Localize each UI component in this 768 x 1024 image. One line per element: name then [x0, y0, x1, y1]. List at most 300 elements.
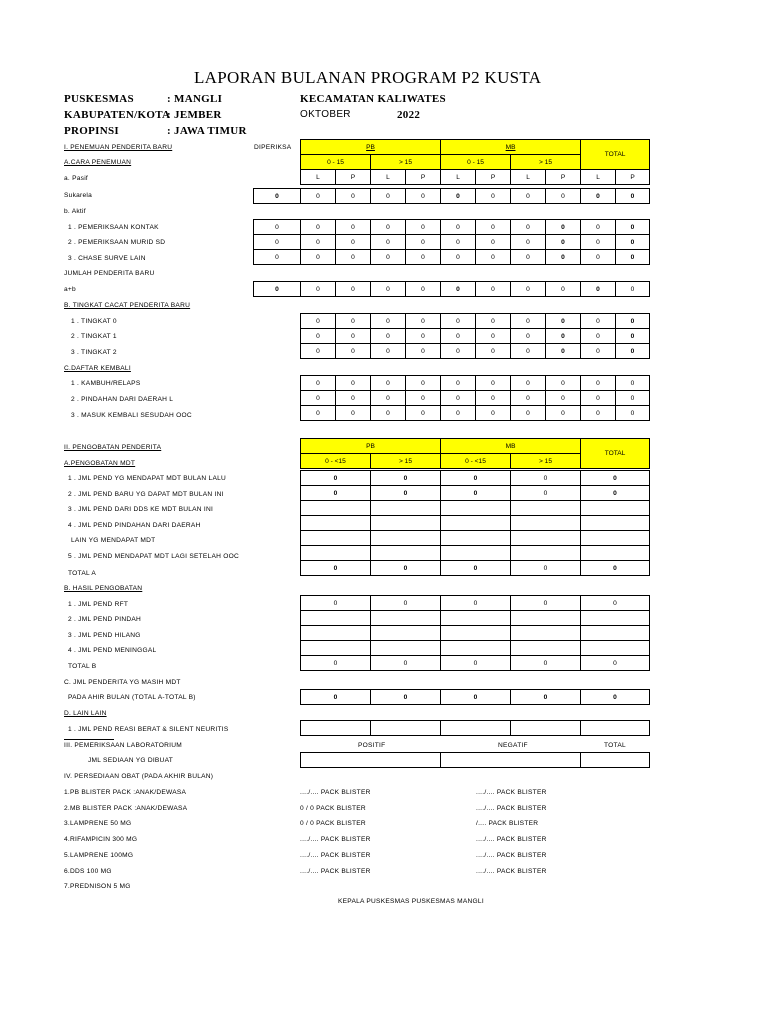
- s2-pb-header: PB: [301, 439, 441, 454]
- obat-stock-a: ..../.... PACK BLISTER: [300, 851, 371, 859]
- lp-cell: P: [546, 170, 581, 185]
- kontak-label: 1 . PEMERIKSAAN KONTAK: [68, 224, 159, 231]
- table-cell: 0: [371, 690, 441, 705]
- table-cell: [371, 611, 441, 626]
- s2-mb-age1: 0 - <15: [441, 454, 511, 469]
- table-cell: 0: [546, 250, 581, 265]
- table-cell: 0: [336, 329, 371, 344]
- table-cell: 0: [301, 561, 371, 576]
- table-cell: 0: [301, 486, 371, 501]
- table-cell: 0: [301, 250, 336, 265]
- table-cell: 0: [406, 329, 441, 344]
- lp-cell: L: [441, 170, 476, 185]
- table-cell: 0: [616, 189, 650, 204]
- table-cell: 0: [336, 235, 371, 250]
- section3-title: III. PEMERIKSAAN LABORATORIUM: [64, 742, 183, 749]
- table-cell: 0: [476, 391, 511, 406]
- table-cell: 0: [441, 391, 476, 406]
- table-cell: 0: [476, 282, 511, 297]
- table-cell: 0: [301, 329, 336, 344]
- table-cell: 0: [441, 282, 476, 297]
- table-cell: 0: [511, 344, 546, 359]
- ab-label: a+b: [64, 286, 76, 293]
- table-cell: 0: [581, 314, 616, 329]
- mdt-table: [300, 470, 650, 576]
- table-cell: [581, 531, 650, 546]
- table-cell: 0: [546, 376, 581, 391]
- mb-header: MB: [441, 140, 581, 155]
- table-cell: [371, 501, 441, 516]
- table-row: [254, 250, 650, 265]
- cara-penemuan-title: A.CARA PENEMUAN: [64, 159, 132, 166]
- masih-mdt-table: [300, 689, 650, 705]
- total-a-label: TOTAL A: [68, 570, 97, 577]
- table-cell: 0: [511, 250, 546, 265]
- pindahan-label: 2 . PINDAHAN DARI DAERAH L: [71, 396, 174, 403]
- table-cell: 0: [336, 344, 371, 359]
- table-cell: 0: [301, 282, 336, 297]
- table-cell: 0: [371, 344, 406, 359]
- section2-title: II. PENGOBATAN PENDERITA: [64, 444, 162, 451]
- table-cell: 0: [616, 391, 650, 406]
- table-row: [254, 282, 650, 297]
- mdt-row3-label: 3 . JML PEND DARI DDS KE MDT BULAN INI: [68, 506, 214, 513]
- table-cell: [511, 721, 581, 736]
- lp-cell: P: [476, 170, 511, 185]
- table-cell: 0: [511, 376, 546, 391]
- table-cell: 0: [406, 235, 441, 250]
- table-cell: 0: [511, 471, 581, 486]
- table-cell: 0: [511, 220, 546, 235]
- mb-age2: > 15: [511, 155, 581, 170]
- table-cell: 0: [581, 690, 650, 705]
- lab-total-label: TOTAL: [604, 742, 626, 749]
- masih-mdt-title: C. JML PENDERITA YG MASIH MDT: [64, 679, 181, 686]
- table-cell: 0: [511, 561, 581, 576]
- total-b-label: TOTAL B: [68, 663, 97, 670]
- lab-positif-cell: [301, 753, 441, 768]
- table-cell: 0: [301, 235, 336, 250]
- table-cell: 0: [441, 561, 511, 576]
- s2-mb-age2: > 15: [511, 454, 581, 469]
- meninggal-label: 4 . JML PEND MENINGGAL: [68, 647, 157, 654]
- table-cell: 0: [301, 406, 336, 421]
- obat-stock-b: ..../.... PACK BLISTER: [476, 851, 547, 859]
- murid-label: 2 . PEMERIKSAAN MURID SD: [68, 239, 166, 246]
- table-cell: 0: [336, 189, 371, 204]
- jumlah-table: [253, 281, 650, 297]
- table-cell: 0: [511, 406, 546, 421]
- table-cell: 0: [371, 406, 406, 421]
- table-cell: [511, 501, 581, 516]
- table-cell: 0: [371, 314, 406, 329]
- table-cell: [511, 641, 581, 656]
- tahun: 2022: [397, 109, 421, 121]
- chase-label: 3 . CHASE SURVE LAIN: [68, 255, 146, 262]
- table-cell: 0: [616, 282, 650, 297]
- table-cell: 0: [616, 329, 650, 344]
- table-row: [254, 235, 650, 250]
- table-cell: 0: [371, 235, 406, 250]
- lain-lain-title: D. LAIN LAIN: [64, 710, 107, 717]
- lp-cell: L: [301, 170, 336, 185]
- s2-pb-age1: 0 - <15: [301, 454, 371, 469]
- table-cell: 0: [336, 406, 371, 421]
- lp-cell: P: [616, 170, 650, 185]
- obat-stock-b: ..../.... PACK BLISTER: [476, 789, 547, 796]
- table-cell: 0: [371, 561, 441, 576]
- table-cell: 0: [581, 561, 650, 576]
- table-cell: 0: [336, 250, 371, 265]
- table-cell: 0: [546, 282, 581, 297]
- table-cell: 0: [254, 250, 301, 265]
- table-cell: 0: [371, 329, 406, 344]
- hasil-pengobatan-title: B. HASIL PENGOBATAN: [64, 585, 143, 592]
- mdt-row2-label: 2 . JML PEND BARU YG DAPAT MDT BULAN INI: [68, 491, 224, 498]
- table-cell: 0: [406, 189, 441, 204]
- positif-label: POSITIF: [358, 742, 386, 749]
- table-row: [301, 641, 650, 656]
- table-cell: 0: [301, 344, 336, 359]
- lab-total-cell: [581, 753, 650, 768]
- table-cell: [511, 626, 581, 641]
- table-cell: 0: [441, 471, 511, 486]
- table-cell: 0: [441, 189, 476, 204]
- puskesmas-label: PUSKESMAS: [64, 93, 134, 105]
- obat-stock-b: /.... PACK BLISTER: [476, 820, 539, 828]
- table-cell: [371, 546, 441, 561]
- table-cell: 0: [581, 376, 616, 391]
- pb-age1: 0 - 15: [301, 155, 371, 170]
- table-cell: [371, 721, 441, 736]
- jumlah-label: JUMLAH PENDERITA BARU: [64, 270, 155, 277]
- table-cell: 0: [336, 376, 371, 391]
- table-cell: 0: [254, 235, 301, 250]
- table-cell: 0: [371, 376, 406, 391]
- table-cell: 0: [511, 391, 546, 406]
- table-cell: 0: [371, 220, 406, 235]
- table-cell: 0: [581, 406, 616, 421]
- table-cell: 0: [441, 656, 511, 671]
- table-cell: 0: [406, 406, 441, 421]
- table-cell: [441, 611, 511, 626]
- table-cell: 0: [441, 329, 476, 344]
- table-cell: [301, 501, 371, 516]
- bulan: OKTOBER: [300, 109, 351, 120]
- table-row: [301, 344, 650, 359]
- pb-header: PB: [301, 140, 441, 155]
- table-cell: [581, 641, 650, 656]
- table-cell: 0: [616, 235, 650, 250]
- table-row: [301, 486, 650, 501]
- mdt-row4b-label: LAIN YG MENDAPAT MDT: [71, 537, 156, 544]
- table-cell: 0: [336, 220, 371, 235]
- lp-cell: P: [336, 170, 371, 185]
- table-cell: [441, 546, 511, 561]
- table-row: [254, 189, 650, 204]
- table-cell: 0: [336, 314, 371, 329]
- sediaan-label: JML SEDIAAN YG DIBUAT: [88, 757, 174, 764]
- lp-cell: P: [406, 170, 441, 185]
- table-cell: 0: [441, 250, 476, 265]
- tingkat-cacat-title: B. TINGKAT CACAT PENDERITA BARU: [64, 302, 191, 309]
- table-cell: 0: [581, 282, 616, 297]
- table-cell: 0: [616, 376, 650, 391]
- table-cell: [371, 626, 441, 641]
- table-row: [301, 314, 650, 329]
- obat-stock-a: 0 / 0 PACK BLISTER: [300, 804, 366, 812]
- lab-negatif-cell: [441, 753, 581, 768]
- lp-cell: L: [371, 170, 406, 185]
- obat-stock-b: ..../.... PACK BLISTER: [476, 836, 547, 844]
- obat-stock-a: 0 / 0 PACK BLISTER: [300, 820, 366, 828]
- table-cell: [301, 516, 371, 531]
- section4-title: IV. PERSEDIAAN OBAT (PADA AKHIR BULAN): [64, 773, 214, 780]
- table-row: [301, 611, 650, 626]
- table-cell: 0: [546, 406, 581, 421]
- table-cell: 0: [254, 189, 301, 204]
- table-cell: [441, 626, 511, 641]
- table-cell: [371, 531, 441, 546]
- tingkat2-label: 3 . TINGKAT 2: [71, 349, 117, 356]
- table-cell: 0: [406, 376, 441, 391]
- table-cell: 0: [371, 250, 406, 265]
- table-cell: 0: [476, 406, 511, 421]
- table-cell: [581, 516, 650, 531]
- table-cell: 0: [581, 596, 650, 611]
- masuk-kembali-label: 3 . MASUK KEMBALI SESUDAH OOC: [71, 412, 192, 419]
- table-cell: 0: [476, 329, 511, 344]
- table-cell: [441, 641, 511, 656]
- lp-cell: L: [581, 170, 616, 185]
- table-row: [301, 329, 650, 344]
- table-cell: 0: [301, 596, 371, 611]
- table-cell: 0: [441, 596, 511, 611]
- lp-cell: L: [511, 170, 546, 185]
- table-cell: 0: [616, 314, 650, 329]
- table-cell: [581, 501, 650, 516]
- table-cell: 0: [441, 235, 476, 250]
- masih-mdt-sub: PADA AHIR BULAN (TOTAL A-TOTAL B): [68, 694, 196, 701]
- table-row: [301, 546, 650, 561]
- page-title: LAPORAN BULANAN PROGRAM P2 KUSTA: [194, 68, 542, 87]
- obat-label: 6.DDS 100 MG: [64, 867, 112, 875]
- sukarela-table: [253, 188, 650, 204]
- kambuh-label: 1 . KAMBUH/RELAPS: [71, 380, 141, 387]
- table-cell: 0: [441, 220, 476, 235]
- table-cell: 0: [511, 189, 546, 204]
- table-cell: 0: [476, 220, 511, 235]
- table-cell: 0: [441, 486, 511, 501]
- table-cell: 0: [546, 344, 581, 359]
- total-header: TOTAL: [581, 140, 650, 170]
- table-row: [301, 561, 650, 576]
- obat-label: 4.RIFAMPICIN 300 MG: [64, 836, 138, 844]
- lp-row: [301, 170, 650, 185]
- table-cell: 0: [476, 344, 511, 359]
- table-cell: [581, 721, 650, 736]
- table-cell: 0: [406, 314, 441, 329]
- table-cell: 0: [546, 329, 581, 344]
- table-cell: [441, 516, 511, 531]
- kabupaten-label: KABUPATEN/KOTA: [64, 109, 171, 121]
- table-cell: 0: [371, 596, 441, 611]
- obat-label: 3.LAMPRENE 50 MG: [64, 820, 132, 828]
- table-cell: 0: [616, 344, 650, 359]
- table-cell: [371, 516, 441, 531]
- table-cell: [371, 641, 441, 656]
- table-cell: 0: [511, 235, 546, 250]
- s2-pb-age2: > 15: [371, 454, 441, 469]
- obat-stock-b: ..../.... PACK BLISTER: [476, 804, 547, 812]
- table-cell: [581, 611, 650, 626]
- table-cell: 0: [371, 486, 441, 501]
- table-row: [301, 531, 650, 546]
- table-cell: 0: [546, 220, 581, 235]
- table-row: [301, 501, 650, 516]
- table-cell: 0: [546, 391, 581, 406]
- table-cell: 0: [254, 220, 301, 235]
- mdt-row1-label: 1 . JML PEND YG MENDAPAT MDT BULAN LALU: [68, 475, 227, 482]
- table-cell: 0: [301, 220, 336, 235]
- table-row: [301, 516, 650, 531]
- pb-age2: > 15: [371, 155, 441, 170]
- table-cell: 0: [301, 391, 336, 406]
- table-cell: [581, 626, 650, 641]
- table-cell: [441, 531, 511, 546]
- lab-table: [300, 752, 650, 768]
- table-cell: 0: [546, 314, 581, 329]
- table-cell: 0: [476, 235, 511, 250]
- kabupaten-value: : JEMBER: [167, 109, 222, 121]
- tingkat-table: [300, 313, 650, 359]
- table-cell: 0: [511, 329, 546, 344]
- table-cell: 0: [301, 314, 336, 329]
- table-cell: [301, 721, 371, 736]
- aktif-label: b. Aktif: [64, 208, 86, 215]
- table-row: [301, 690, 650, 705]
- obat-label: 7.PREDNISON 5 MG: [64, 883, 131, 891]
- table-row: [301, 626, 650, 641]
- table-cell: 0: [581, 471, 650, 486]
- table-cell: 0: [511, 314, 546, 329]
- table-cell: 0: [441, 344, 476, 359]
- table-cell: 0: [441, 406, 476, 421]
- table-cell: [301, 546, 371, 561]
- table-cell: 0: [511, 656, 581, 671]
- table-cell: 0: [301, 471, 371, 486]
- diperiksa-label: DIPERIKSA: [254, 144, 292, 151]
- table-cell: 0: [511, 690, 581, 705]
- obat-label: 2.MB BLISTER PACK :ANAK/DEWASA: [64, 804, 188, 812]
- table-row: [301, 406, 650, 421]
- table-cell: 0: [581, 329, 616, 344]
- table-cell: 0: [581, 391, 616, 406]
- kecamatan: KECAMATAN KALIWATES: [300, 93, 446, 105]
- table-cell: 0: [336, 282, 371, 297]
- obat-stock-a: ..../.... PACK BLISTER: [300, 836, 371, 844]
- table-cell: 0: [406, 344, 441, 359]
- mdt-row5-label: 5 . JML PEND MENDAPAT MDT LAGI SETELAH OOC: [68, 553, 239, 560]
- table-row: [254, 220, 650, 235]
- table-cell: 0: [254, 282, 301, 297]
- obat-label: 1.PB BLISTER PACK :ANAK/DEWASA: [64, 789, 187, 796]
- table-row: [301, 471, 650, 486]
- hasil-table: [300, 595, 650, 671]
- propinsi-value: : JAWA TIMUR: [167, 125, 247, 137]
- reaksi-underline: [64, 739, 114, 740]
- table-cell: 0: [476, 189, 511, 204]
- rft-label: 1 . JML PEND RFT: [68, 601, 129, 608]
- table-cell: 0: [406, 282, 441, 297]
- table-row: [301, 596, 650, 611]
- table-cell: 0: [371, 391, 406, 406]
- table-cell: 0: [336, 391, 371, 406]
- section1-header-table: [300, 139, 650, 185]
- mdt-row4-label: 4 . JML PEND PINDAHAN DARI DAERAH: [68, 522, 201, 529]
- table-cell: 0: [511, 486, 581, 501]
- lain-lain-table: [300, 720, 650, 736]
- table-cell: 0: [511, 282, 546, 297]
- table-row: [301, 721, 650, 736]
- table-cell: 0: [441, 376, 476, 391]
- table-cell: [441, 721, 511, 736]
- table-cell: [511, 611, 581, 626]
- negatif-label: NEGATIF: [498, 742, 528, 749]
- table-cell: 0: [441, 690, 511, 705]
- tingkat0-label: 1 . TINGKAT 0: [71, 318, 117, 325]
- table-cell: 0: [441, 314, 476, 329]
- table-cell: [301, 626, 371, 641]
- table-cell: 0: [476, 376, 511, 391]
- table-cell: [511, 531, 581, 546]
- table-cell: 0: [581, 656, 650, 671]
- obat-stock-a: ..../.... PACK BLISTER: [300, 789, 371, 796]
- table-cell: 0: [546, 189, 581, 204]
- table-cell: 0: [406, 250, 441, 265]
- table-cell: 0: [371, 656, 441, 671]
- mb-age1: 0 - 15: [441, 155, 511, 170]
- table-cell: 0: [476, 314, 511, 329]
- table-cell: 0: [371, 282, 406, 297]
- table-row: [301, 391, 650, 406]
- table-cell: 0: [616, 250, 650, 265]
- section2-header-table: [300, 438, 650, 469]
- reaksi-berat-label: 1 . JML PEND REASI BERAT & SILENT NEURITIS: [68, 726, 229, 733]
- table-row: [301, 376, 650, 391]
- section1-title: I. PENEMUAN PENDERITA BARU: [64, 144, 173, 151]
- table-cell: 0: [406, 391, 441, 406]
- table-cell: 0: [301, 376, 336, 391]
- daftar-kembali-title: C.DAFTAR KEMBALI: [64, 365, 131, 372]
- table-cell: 0: [581, 220, 616, 235]
- table-cell: 0: [546, 235, 581, 250]
- kepala-puskesmas: KEPALA PUSKESMAS PUSKESMAS MANGLI: [338, 898, 484, 905]
- propinsi-label: PROPINSI: [64, 125, 119, 137]
- obat-stock-a: ..../.... PACK BLISTER: [300, 867, 371, 875]
- table-cell: 0: [301, 656, 371, 671]
- table-cell: 0: [301, 189, 336, 204]
- table-cell: [301, 641, 371, 656]
- table-row: [301, 656, 650, 671]
- table-cell: 0: [301, 690, 371, 705]
- table-cell: [511, 516, 581, 531]
- table-cell: 0: [581, 486, 650, 501]
- table-cell: 0: [616, 406, 650, 421]
- table-cell: 0: [581, 235, 616, 250]
- aktif-table: [253, 219, 650, 265]
- table-cell: 0: [371, 471, 441, 486]
